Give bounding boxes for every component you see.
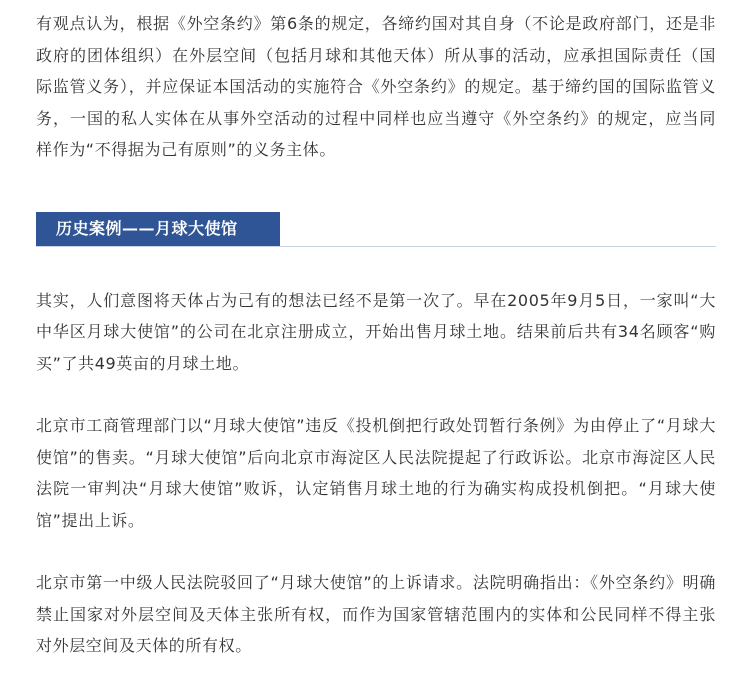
- article-body: [36, 8, 716, 662]
- section-heading-bar: [36, 212, 716, 247]
- paragraph-litigation: 北京市工商管理部门以“月球大使馆”违反《投机倒把行政处罚暂行条例》为由停止了“月球大使馆”的售卖。“月球大使馆”后向北京市海淀区人民法院提起了行政诉讼。北京市海淀区人民法院一审判决“月球大使馆”败诉，认定销售月球土地的行为确实构成投机倒把。“月球大使馆”提出上诉。: [36, 416, 716, 530]
- paragraph-history: 其实，人们意图将天体占为己有的想法已经不是第一次了。早在2005年9月5日，一家叫“大中华区月球大使馆”的公司在北京注册成立，开始出售月球土地。结果前后共有34名顾客“购买”了共49英亩的月球土地。: [36, 290, 716, 373]
- paragraph-intro: 有观点认为，根据《外空条约》第6条的规定，各缔约国对其自身（不论是政府部门，还是非政府的团体组织）在外层空间（包括月球和其他天体）所从事的活动，应承担国际责任（国际监管义务），并应保证本国活动的实施符合《外空条约》的规定。基于缔约国的国际监管义务，一国的私人实体在从事外空活动的过程中同样也应当遵守《外空条约》的规定，应当同样作为“不得据为己有原则”的义务主体。: [36, 14, 716, 159]
- section-heading: 历史案例——月球大使馆: [36, 212, 280, 246]
- paragraph-ruling: 北京市第一中级人民法院驳回了“月球大使馆”的上诉请求。法院明确指出：《外空条约》明确禁止国家对外层空间及天体主张所有权，而作为国家管辖范围内的实体和公民同样不得主张对外层空间及天体的所有权。: [36, 573, 716, 655]
